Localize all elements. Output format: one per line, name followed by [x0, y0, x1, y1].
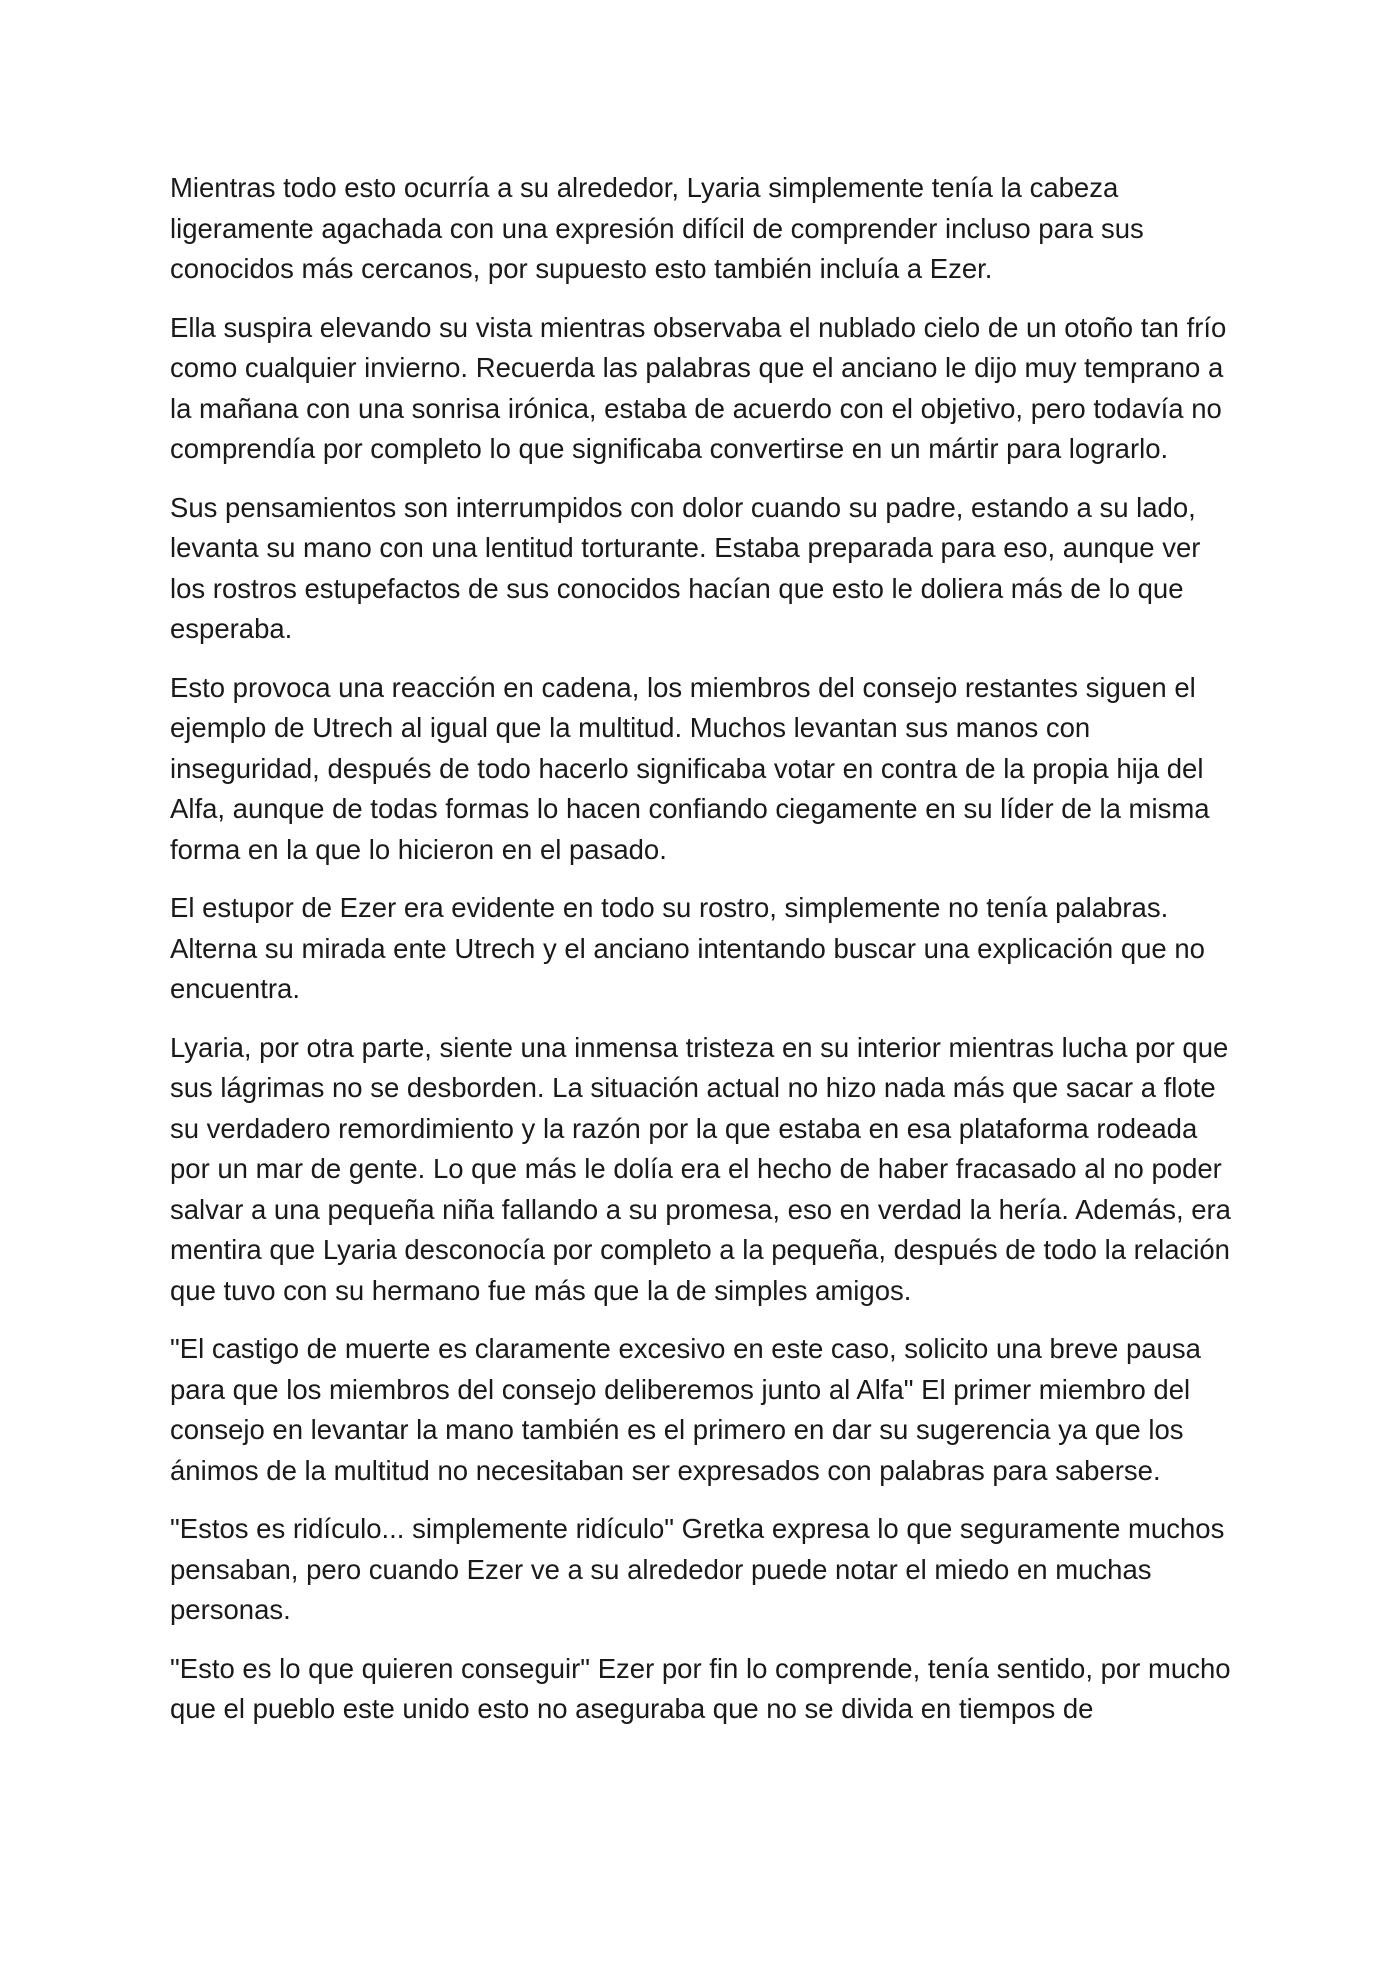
paragraph: "Estos es ridículo... simplemente ridículo" Gretka expresa lo que seguramente muchos pensaban, pero cuando Ezer ve a su alrededor puede notar el miedo en muchas personas. [170, 1513, 1225, 1625]
paragraph: Esto provoca una reacción en cadena, los miembros del consejo restantes siguen el ejemplo de Utrech al igual que la multitud. Muchos levantan sus manos con inseguridad, después de todo hacerlo significaba votar en contra de la propia hija del Alfa, aunque de todas formas lo hacen confiando ciegamente en su líder de la misma forma en la que lo hicieron en el pasado. [170, 671, 1210, 865]
paragraph: Ella suspira elevando su vista mientras observaba el nublado cielo de un otoño tan frío como cualquier invierno. Recuerda las palabras que el anciano le dijo muy temprano a la mañana con una sonrisa irónica, estaba de acuerdo con el objetivo, pero todavía no comprendía por completo lo que significaba convertirse en un mártir para lograrlo. [170, 311, 1227, 464]
paragraph: Lyaria, por otra parte, siente una inmensa tristeza en su interior mientras lucha por que sus lágrimas no se desborden. La situación actual no hizo nada más que sacar a flote su verdadero remordimiento y la razón por la que estaba en esa plataforma rodeada por un mar de gente. Lo que más le dolía era el hecho de haber fracasado al no poder salvar a una pequeña niña fallando a su promesa, eso en verdad la hería. Además, era mentira que Lyaria desconocía por completo a la pequeña, después de todo la relación que tuvo con su hermano fue más que la de simples amigos. [170, 1031, 1231, 1306]
paragraph: "El castigo de muerte es claramente excesivo en este caso, solicito una breve pausa para que los miembros del consejo deliberemos junto al Alfa" El primer miembro del consejo en levantar la mano también es el primero en dar su sugerencia ya que los ánimos de la multitud no necesitaban ser expresados con palabras para saberse. [170, 1333, 1201, 1486]
paragraph: Sus pensamientos son interrumpidos con dolor cuando su padre, estando a su lado, levanta su mano con una lentitud torturante. Estaba preparada para eso, aunque ver los rostros estupefactos de sus conocidos hacían que esto le doliera más de lo que esperaba. [170, 491, 1201, 644]
paragraph: "Esto es lo que quieren conseguir" Ezer por fin lo comprende, tenía sentido, por mucho que el pueblo este unido esto no aseguraba que no se divida en tiempos de [170, 1652, 1231, 1724]
paragraph: El estupor de Ezer era evidente en todo su rostro, simplemente no tenía palabras. Alterna su mirada ente Utrech y el anciano intentando buscar una explicación que no encuentra. [170, 892, 1205, 1004]
document-body [170, 168, 1235, 1748]
paragraph: Mientras todo esto ocurría a su alrededor, Lyaria simplemente tenía la cabeza ligeramente agachada con una expresión difícil de comprender incluso para sus conocidos más cercanos, por supuesto esto también incluía a Ezer. [170, 172, 1144, 284]
